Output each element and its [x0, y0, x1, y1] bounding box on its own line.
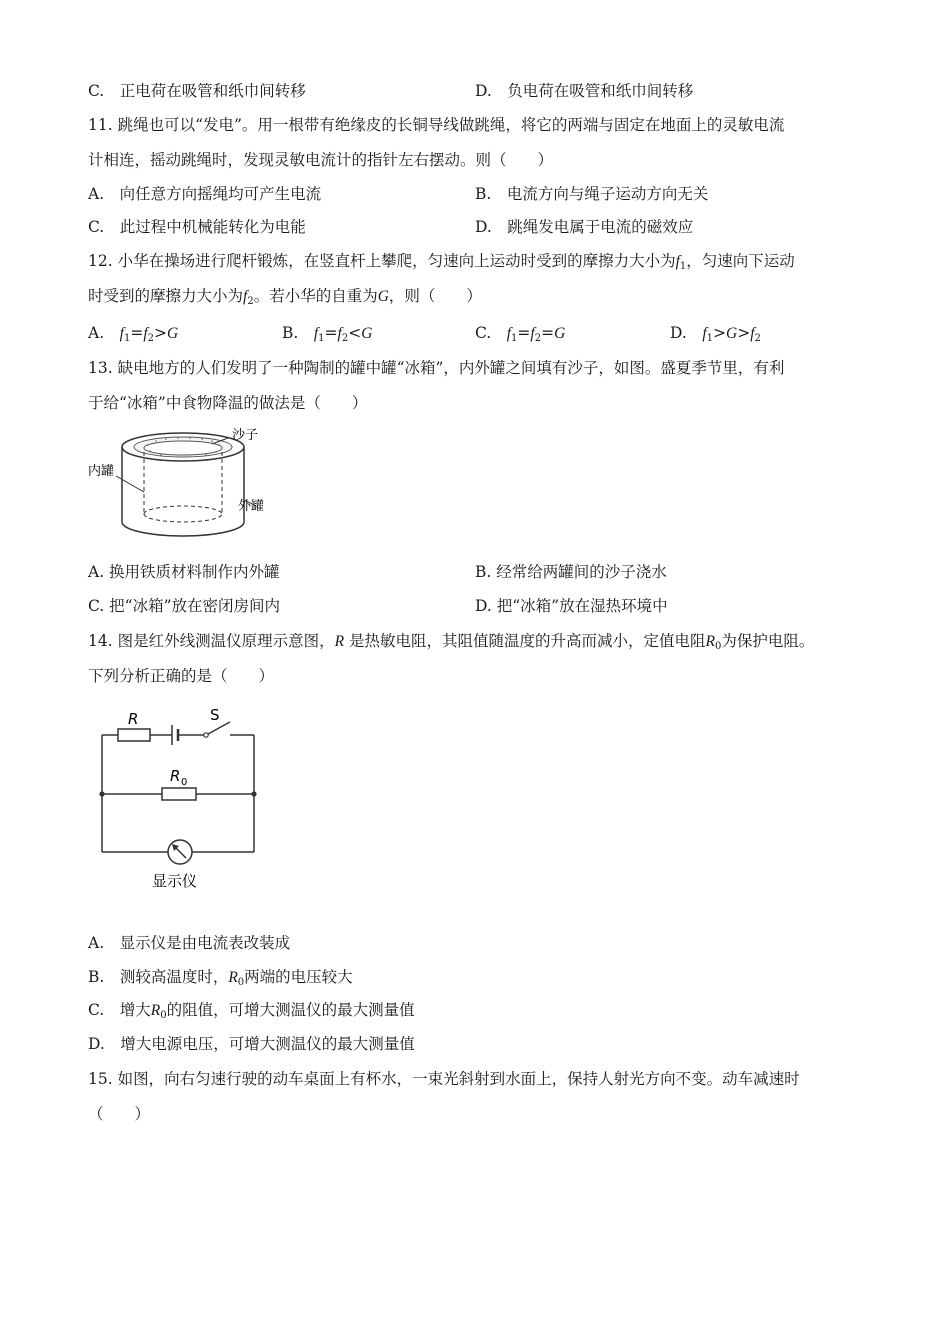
q12-stem-line2: 时受到的摩擦力大小为$f_2$。若小华的自重为G，则（ ） [88, 287, 482, 307]
q11-option-b: B. 电流方向与绳子运动方向无关 [475, 185, 709, 203]
resistor-r0 [162, 788, 196, 800]
label-inner-jar: 内罐 [88, 464, 115, 479]
resistor-r [118, 729, 150, 741]
q12-option-c: C. $f_1=f_2=G$ [475, 324, 566, 344]
label-display: 显示仪 [152, 872, 198, 890]
q10-option-c: C. 正电荷在吸管和纸巾间转移 [88, 82, 306, 100]
q14-stem-line1: 14. 图是红外线测温仪原理示意图，R 是热敏电阻，其阻值随温度的升高而减小，定值电阻$R_0$为保护电阻。 [88, 632, 815, 652]
q13-stem-line2: 于给“冰箱”中食物降温的做法是（ ） [88, 394, 368, 412]
q15-stem-line1: 15. 如图，向右匀速行驶的动车桌面上有杯水，一束光斜射到水面上，保持人射光方向不变。动车减速时 [88, 1070, 800, 1088]
label-s: S [210, 706, 220, 724]
circuit-figure [92, 700, 272, 890]
q14-option-b: B. 测较高温度时，$R_0$两端的电压较大 [88, 968, 353, 988]
pot-in-pot-figure [86, 422, 281, 547]
q14-stem-line2: 下列分析正确的是（ ） [88, 667, 275, 685]
q11-option-d: D. 跳绳发电属于电流的磁效应 [475, 218, 694, 236]
q11-option-a: A. 向任意方向摇绳均可产生电流 [88, 185, 322, 203]
q12-option-a: A. $f_1=f_2>G$ [88, 324, 179, 344]
q12-stem-line1: 12. 小华在操场进行爬杆锻炼，在竖直杆上攀爬，匀速向上运动时受到的摩擦力大小为$f_1$，匀速向下运动 [88, 252, 795, 272]
q13-option-b: B. 经常给两罐间的沙子浇水 [475, 563, 667, 581]
q13-option-a: A. 换用铁质材料制作内外罐 [88, 563, 280, 581]
q12-option-b: B. $f_1=f_2<G$ [282, 324, 373, 344]
q15-stem-line2: （ ） [88, 1105, 151, 1123]
q13-option-c: C. 把“冰箱”放在密闭房间内 [88, 597, 281, 615]
label-r0-sub: 0 [181, 777, 188, 788]
q11-stem-line2: 计相连，摇动跳绳时，发现灵敏电流计的指针左右摆动。则（ ） [88, 151, 554, 169]
q11-stem-line1: 11. 跳绳也可以“发电”。用一根带有绝缘皮的长铜导线做跳绳，将它的两端与固定在地面上的灵敏电流 [88, 116, 785, 134]
q10-option-d: D. 负电荷在吸管和纸巾间转移 [475, 82, 694, 100]
q11-option-c: C. 此过程中机械能转化为电能 [88, 218, 306, 236]
q14-option-c: C. 增大$R_0$的阻值，可增大测温仪的最大测量值 [88, 1001, 415, 1021]
q12-option-d: D. $f_1>G>f_2$ [670, 324, 761, 344]
q14-option-a: A. 显示仪是由电流表改装成 [88, 934, 291, 952]
label-r0: R [170, 767, 181, 785]
label-outer-jar: 外罐 [238, 499, 265, 514]
label-sand: 沙子 [232, 428, 259, 443]
q13-stem-line1: 13. 缺电地方的人们发明了一种陶制的罐中罐“冰箱”，内外罐之间填有沙子，如图。盛夏季节里，有利 [88, 359, 785, 377]
label-r: R [128, 710, 139, 728]
q14-option-d: D. 增大电源电压，可增大测温仪的最大测量值 [88, 1035, 415, 1053]
q13-option-d: D. 把“冰箱”放在湿热环境中 [475, 597, 668, 615]
